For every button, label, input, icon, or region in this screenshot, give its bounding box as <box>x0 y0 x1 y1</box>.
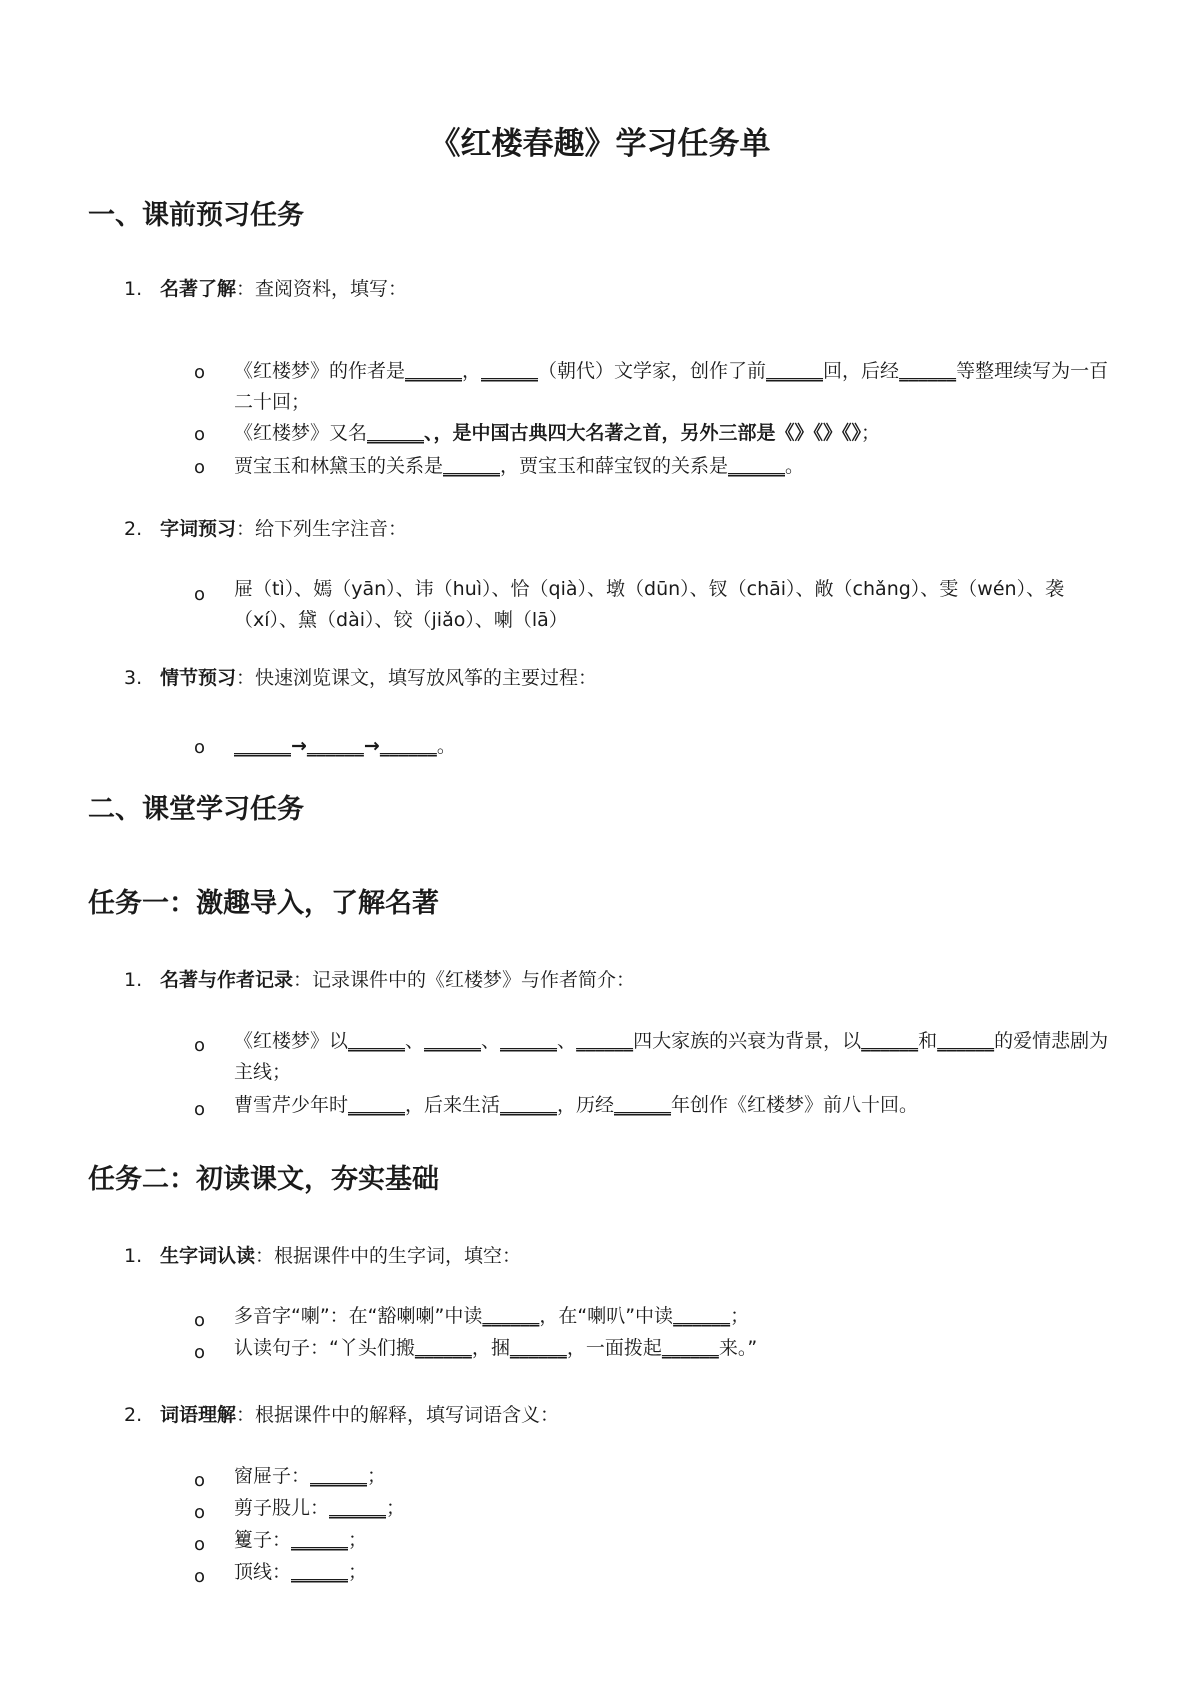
bullet-marker: o <box>194 584 206 605</box>
item-text <box>160 1243 521 1269</box>
item-number: 1. <box>124 278 143 300</box>
bullet-marker: o <box>194 1502 206 1523</box>
item-label: 生字词认读 <box>160 1245 256 1267</box>
bullet-text: 窗屉子：______； <box>234 1465 387 1487</box>
bullet-text: 屉（tì）、嫣（yān）、讳（huì）、恰（qià）、墩（dūn）、钗（chāi）、敞（chǎng）、雯（wén）、袭（xí）、黛（dài）、铰（jiǎo）、喇（lā） <box>234 578 1065 631</box>
item-label: 名著了解 <box>160 278 237 300</box>
bullet-text: 《红楼梦》以______、______、______、______四大家族的兴衰为背景，以______和______的爱情悲剧为主线； <box>234 1030 1109 1083</box>
item-desc: ：查阅资料，填写： <box>236 278 408 300</box>
item-text <box>160 967 635 993</box>
task1-heading: 任务一：激趣导入，了解名著 <box>88 888 439 919</box>
item-text <box>160 1402 559 1428</box>
bullet-text: 《红楼梦》的作者是______，______（朝代）文学家，创作了前______回，后经______等整理续写为一百二十回； <box>234 360 1109 413</box>
item-desc: ：根据课件中的解释，填写词语含义： <box>236 1404 560 1426</box>
item-number: 2. <box>124 518 143 540</box>
item-desc: ：根据课件中的生字词，填空： <box>255 1245 522 1267</box>
bullet-marker: o <box>194 1035 206 1056</box>
bullet-marker: o <box>194 1342 206 1363</box>
item-label: 字词预习 <box>160 518 237 540</box>
item-text <box>160 516 407 542</box>
bullet-marker: o <box>194 737 206 758</box>
item-desc: ：快速浏览课文，填写放风筝的主要过程： <box>236 667 598 689</box>
item-number: 3. <box>124 667 143 689</box>
bullet-text: 多音字“喇”：在“豁喇喇”中读______，在“喇叭”中读______； <box>234 1305 750 1327</box>
item-desc: ：记录课件中的《红楼梦》与作者简介： <box>293 969 636 991</box>
item-number: 2. <box>124 1404 143 1426</box>
bullet-text: 认读句子：“丫头们搬______，捆______，一面拨起______来。” <box>234 1337 758 1359</box>
document-title: 《红楼春趣》学习任务单 <box>429 126 771 162</box>
bullet-marker: o <box>194 457 206 478</box>
item-label: 名著与作者记录 <box>160 969 294 991</box>
item-number: 1. <box>124 969 143 991</box>
section1-heading: 一、课前预习任务 <box>88 200 304 231</box>
bullet-marker: o <box>194 362 206 383</box>
bullet-text: 剪子股儿：______； <box>234 1497 406 1519</box>
item-label: 词语理解 <box>160 1404 237 1426</box>
item-text <box>160 665 597 691</box>
bullet-marker: o <box>194 1099 206 1120</box>
item-number: 1. <box>124 1245 143 1267</box>
task2-heading: 任务二：初读课文，夯实基础 <box>88 1164 439 1195</box>
bullet-text: 《红楼梦》又名______、，是中国古典四大名著之首，另外三部是《》《》《》； <box>234 422 881 444</box>
bullet-marker: o <box>194 1566 206 1587</box>
section2-heading: 二、课堂学习任务 <box>88 794 304 825</box>
bullet-marker: o <box>194 1534 206 1555</box>
item-text <box>160 276 407 302</box>
bullet-text: 顶线：______； <box>234 1561 368 1583</box>
bullet-marker: o <box>194 424 206 445</box>
bullet-marker: o <box>194 1310 206 1331</box>
bullet-text: 贾宝玉和林黛玉的关系是______，贾宝玉和薛宝钗的关系是______。 <box>234 455 805 477</box>
item-label: 情节预习 <box>160 667 237 689</box>
item-desc: ：给下列生字注音： <box>236 518 408 540</box>
bullet-text: 曹雪芹少年时______，后来生活______，历经______年创作《红楼梦》前八十回。 <box>234 1094 919 1116</box>
bullet-text: ______→______→______。 <box>234 735 456 757</box>
bullet-marker: o <box>194 1470 206 1491</box>
bullet-text: 籰子：______； <box>234 1529 368 1551</box>
